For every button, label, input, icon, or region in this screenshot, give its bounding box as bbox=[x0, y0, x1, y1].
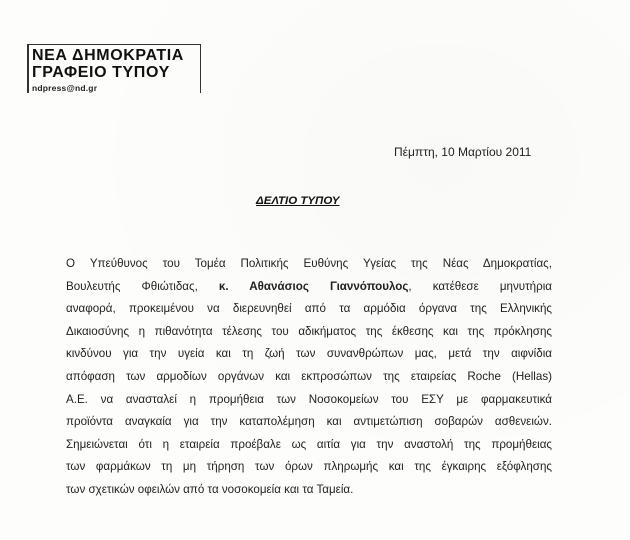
party-name: ΝΕΑ ΔΗΜΟΚΡΑΤΙΑ bbox=[32, 47, 184, 64]
body-line: Ο Υπεύθυνος του Τομέα Πολιτικής Ευθύνης Υγείας της Νέας Δημοκρατίας, bbox=[66, 257, 552, 270]
body-line: απόφαση των αρμοδίων οργάνων και εκπροσώπων της εταιρείας Roche (Hellas) bbox=[66, 369, 552, 383]
press-office-label: ΓΡΑΦΕΙΟ ΤΥΠΟΥ bbox=[32, 64, 170, 81]
body-line: Σημειώνεται ότι η εταιρεία προέβαλε ως αιτία για την αναστολή της προμήθειας bbox=[66, 437, 552, 451]
document-title: ΔΕΛΤΙΟ ΤΥΠΟΥ bbox=[256, 195, 340, 207]
release-date: Πέμπτη, 10 Μαρτίου 2011 bbox=[394, 145, 532, 159]
body-line: προϊόντα αναγκαία για την καταπολέμηση και αντιμετώπιση σοβαρών ασθενειών. bbox=[66, 415, 552, 429]
body-line: Δικαιοσύνης η πιθανότητα τέλεσης του αδικήματος της έκθεσης και της πρόκλησης bbox=[66, 324, 552, 338]
mp-name: κ. Αθανάσιος Γιαννόπουλος bbox=[218, 279, 409, 293]
body-line: των σχετικών οφειλών από τα νοσοκομεία και τα Ταμεία. bbox=[66, 482, 354, 496]
press-release-body bbox=[66, 253, 552, 502]
body-line: των φαρμάκων τη μη τήρηση των όρων πληρωμής και της έγκαιρης εξόφλησης bbox=[66, 460, 552, 474]
body-line: κινδύνου για την υγεία και τη ζωή των συνανθρώπων μας, μετά την αιφνίδια bbox=[66, 347, 552, 361]
body-line: Α.Ε. να ανασταλεί η προμήθεια των Νοσοκομείων του ΕΣΥ με φαρμακευτικά bbox=[66, 392, 552, 406]
press-email: ndpress@nd.gr bbox=[32, 83, 98, 93]
body-text-segment: , κατέθεσε μηνυτήρια bbox=[408, 279, 552, 293]
body-line: αναφορά, προκειμένου να διερευνηθεί από τα αρμόδια όργανα της Ελληνικής bbox=[66, 302, 552, 316]
body-line bbox=[66, 276, 552, 299]
body-text-segment: Βουλευτής Φθιώτιδας, bbox=[66, 279, 219, 293]
